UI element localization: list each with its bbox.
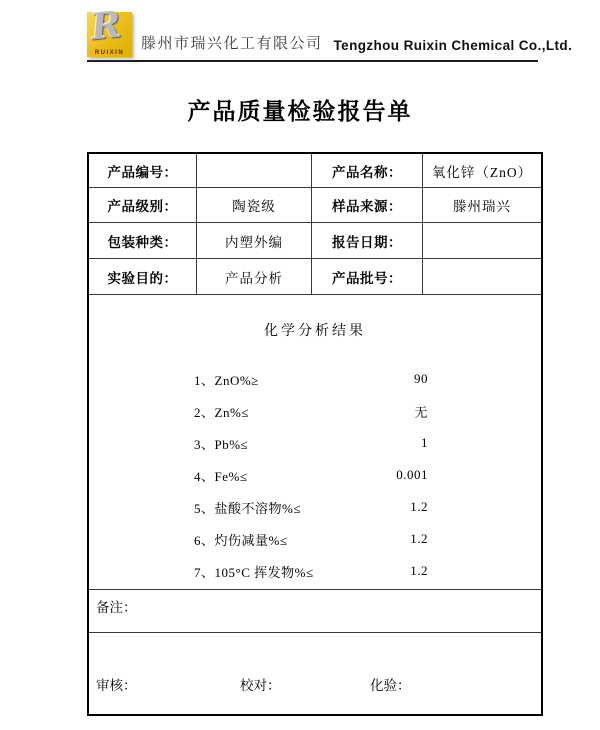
analysis-heading: 化学分析结果	[264, 324, 366, 339]
info-label-report-date: 报告日期：	[312, 223, 423, 259]
signature-test-label: 化验：	[370, 678, 411, 693]
info-value-batch-no	[423, 259, 541, 295]
analysis-item-value: 1.2	[410, 531, 428, 546]
company-name-en: Tengzhou Ruixin Chemical Co.,Ltd.	[333, 38, 573, 53]
analysis-item-label: 2、Zn%≤	[194, 404, 249, 420]
analysis-item-value: 无	[414, 404, 428, 420]
logo-r-icon: R	[88, 3, 124, 49]
analysis-item-label: 5、盐酸不溶物%≤	[194, 500, 301, 516]
analysis-item-label: 3、Pb%≤	[194, 436, 249, 452]
info-label-batch-no: 产品批号：	[312, 259, 423, 295]
info-value-package-type: 内塑外编	[197, 223, 312, 259]
signature-proofread-label: 校对：	[240, 678, 281, 693]
logo-brand-text: RUIXIN	[94, 50, 125, 56]
analysis-item-label: 4、Fe%≤	[194, 468, 248, 484]
info-value-product-no	[197, 154, 312, 188]
report-table	[87, 152, 543, 716]
remarks-label: 备注：	[96, 600, 137, 615]
info-value-sample-source: 滕州瑞兴	[423, 188, 541, 223]
analysis-item	[194, 363, 428, 395]
info-value-product-grade: 陶瓷级	[197, 188, 312, 223]
analysis-item-label: 6、灼伤减量%≤	[194, 532, 288, 548]
info-label-test-purpose: 实验目的：	[89, 259, 197, 295]
report-title: 产品质量检验报告单	[187, 98, 413, 124]
signature-row	[89, 633, 541, 712]
analysis-list	[194, 363, 428, 587]
info-label-product-grade: 产品级别：	[89, 188, 197, 223]
info-label-product-no: 产品编号：	[89, 154, 197, 188]
company-name-cn: 滕州市瑞兴化工有限公司	[141, 36, 323, 52]
info-value-product-name: 氧化锌（ZnO）	[423, 154, 541, 188]
analysis-item-label: 7、105°C 挥发物%≤	[194, 564, 314, 580]
remarks-row	[89, 590, 541, 633]
company-logo	[87, 3, 132, 57]
info-value-report-date	[423, 223, 541, 259]
analysis-section	[89, 295, 541, 590]
analysis-item-value: 0.001	[396, 467, 428, 482]
signature-review-label: 审核：	[96, 678, 137, 693]
info-label-package-type: 包装种类：	[89, 223, 197, 259]
analysis-item	[194, 523, 428, 555]
analysis-item	[194, 491, 428, 523]
info-label-product-name: 产品名称：	[312, 154, 423, 188]
analysis-item-value: 1.2	[410, 499, 428, 514]
analysis-item-value: 90	[414, 371, 428, 386]
analysis-item	[194, 427, 428, 459]
company-header	[87, 3, 573, 62]
info-grid	[89, 154, 541, 295]
analysis-item	[194, 555, 428, 587]
info-value-test-purpose: 产品分析	[197, 259, 312, 295]
analysis-item	[194, 395, 428, 427]
analysis-item-value: 1	[421, 435, 428, 450]
info-label-sample-source: 样品来源：	[312, 188, 423, 223]
analysis-item-label: 1、ZnO%≥	[194, 372, 259, 388]
analysis-item	[194, 459, 428, 491]
analysis-item-value: 1.2	[410, 563, 428, 578]
